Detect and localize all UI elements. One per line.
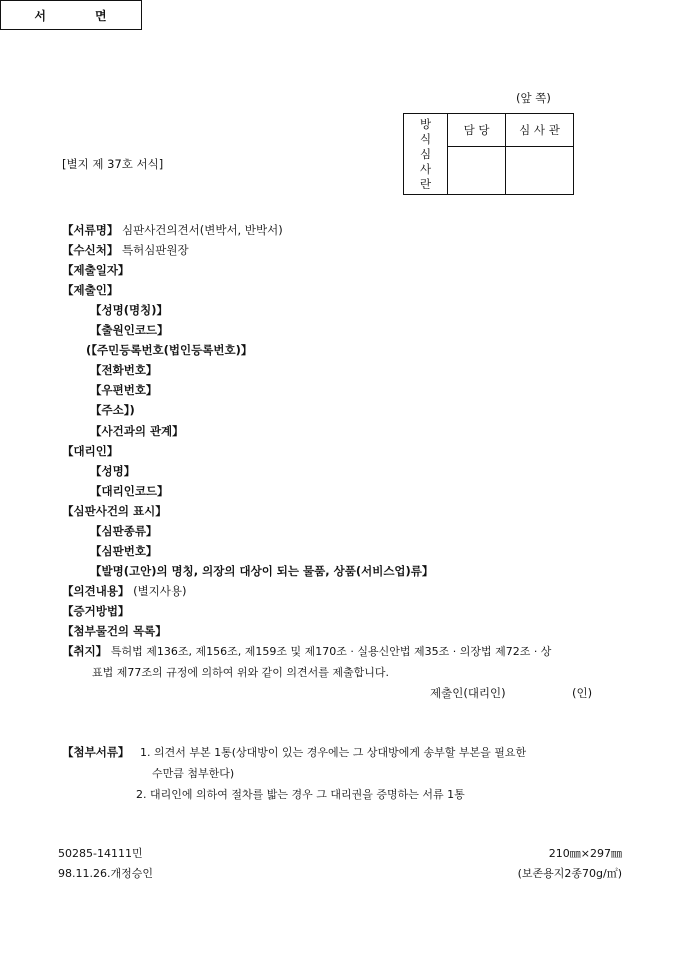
side-char: 심 — [419, 146, 432, 161]
case-display: 【심판사건의 표시】 — [62, 504, 167, 518]
purpose-row — [62, 643, 551, 659]
footer-code: 50285-14111민 — [58, 847, 143, 860]
case-relation: 【사건과의 관계】 — [90, 424, 184, 438]
submit-date: 【제출일자】 — [62, 263, 130, 277]
opinion-row — [62, 583, 187, 599]
side-char: 식 — [419, 131, 432, 146]
submitter-name: 【성명(명칭)】 — [90, 303, 168, 317]
resident-number: (【주민등록번호(법인등록번호)】 — [86, 343, 253, 357]
form-title-box — [0, 0, 142, 30]
col-in-charge: 담 당 — [448, 114, 506, 147]
recipient-row — [62, 242, 189, 258]
doc-name-row — [62, 222, 283, 238]
review-side-label — [404, 114, 448, 195]
submitter: 【제출인】 — [62, 283, 119, 297]
agent-code: 【대리인코드】 — [90, 484, 169, 498]
opinion-label: 【의견내용】 — [62, 584, 130, 598]
form-number: [별지 제 37호 서식] — [62, 157, 164, 171]
attached-item-1-line-2: 수만큼 첨부한다) — [152, 767, 235, 780]
front-side-label: (앞 쪽) — [516, 91, 551, 105]
postal-code: 【우편번호】 — [90, 383, 158, 397]
purpose-line-1: 특허법 제136조, 제156조, 제159조 및 제170조 · 실용신안법 제35조 · 의장법 제72조 · 상 — [110, 645, 552, 658]
purpose-label: 【취지】 — [62, 644, 108, 658]
applicant-code: 【출원인코드】 — [90, 323, 169, 337]
invention-title: 【발명(고안)의 명칭, 의장의 대상이 되는 물품, 상품(서비스업)류】 — [90, 564, 434, 578]
evidence: 【증거방법】 — [62, 604, 130, 618]
side-char: 방 — [419, 116, 432, 131]
side-char: 란 — [419, 176, 432, 191]
side-char: 사 — [419, 161, 432, 176]
doc-name-label: 【서류명】 — [62, 223, 119, 237]
attached-item-2: 2. 대리인에 의하여 절차를 밟는 경우 그 대리권을 증명하는 서류 1통 — [136, 788, 465, 801]
recipient-label: 【수신처】 — [62, 243, 119, 257]
footer-size: 210㎜×297㎜ — [548, 847, 622, 860]
title-char-1: 서 — [34, 8, 47, 23]
opinion-value: (별지사용) — [133, 584, 187, 598]
address: 【주소】) — [90, 403, 135, 417]
attachments-list: 【첨부물건의 목록】 — [62, 624, 167, 638]
seal: (인) — [572, 686, 593, 700]
signer: 제출인(대리인) — [430, 686, 506, 700]
footer-paper: (보존용지2종70g/㎡) — [517, 867, 622, 880]
agent: 【대리인】 — [62, 444, 119, 458]
doc-name-value: 심판사건의견서(변박서, 반박서) — [121, 223, 283, 237]
attached-item-1-line-1: 1. 의견서 부본 1통(상대방이 있는 경우에는 그 상대방에게 송부할 부본을 필요한 — [140, 746, 527, 759]
trial-type: 【심판종류】 — [90, 524, 158, 538]
purpose-line-2: 표법 제77조의 규정에 의하여 위와 같이 의견서를 제출합니다. — [92, 666, 389, 679]
title-char-2: 면 — [95, 8, 108, 23]
footer-approval: 98.11.26.개정승인 — [58, 867, 153, 880]
agent-name: 【성명】 — [90, 464, 136, 478]
in-charge-cell[interactable] — [448, 147, 506, 195]
recipient-value: 특허심판원장 — [121, 243, 189, 257]
examiner-cell[interactable] — [506, 147, 574, 195]
phone-number: 【전화번호】 — [90, 363, 158, 377]
review-table — [403, 113, 574, 195]
col-examiner: 심 사 관 — [506, 114, 574, 147]
attached-docs-label: 【첨부서류】 — [62, 745, 130, 759]
trial-number: 【심판번호】 — [90, 544, 158, 558]
